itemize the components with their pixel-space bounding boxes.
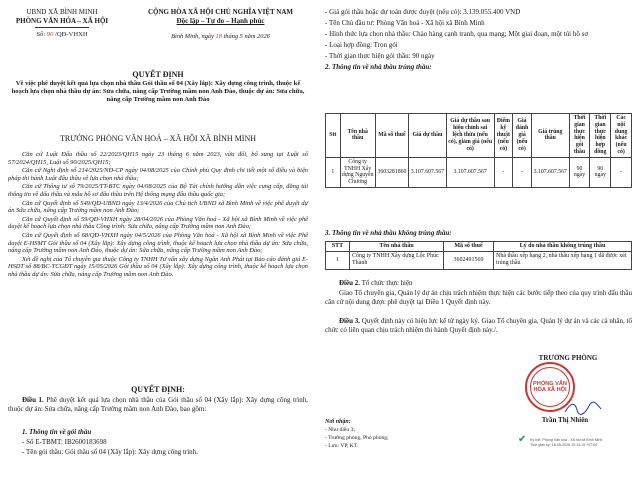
digital-signature-info — [518, 434, 630, 447]
cell: - — [611, 157, 632, 187]
article-3 — [325, 317, 632, 335]
doc-number-prefix: Số: — [36, 31, 47, 38]
right-column — [325, 8, 633, 449]
cell: 3603281860 — [375, 157, 408, 187]
basis-item: Xét đề nghị của Tổ chuyên gia thuộc Công ty TNHH Tư vấn xây dựng Ngân Anh Phát tại Báo cáo đánh giá E-HSDT số 88/BC-TCGĐT ngày 15/05/2026 Gói thầu số 04 (Xây lắp): Xây dựng công trình, thuộc kế hoạch lựa chọn nhà thầu dự án: Sửa chữa, nâng cấp Trường mầm non Anh Đào. — [8, 255, 308, 278]
checkmark-icon: ✔ — [518, 434, 527, 445]
recipient-item: - Trưởng phòng, Phó phòng; — [325, 435, 389, 441]
recipients-title: Nơi nhận: — [325, 419, 351, 425]
handwritten-signature — [563, 400, 603, 416]
recipient-item: - Lưu: VP, KT. — [325, 443, 359, 449]
issue-date — [128, 32, 313, 41]
agency-parent: UBND XÃ BÌNH MINH — [26, 8, 98, 16]
signer-name: Trần Thị Nhiên — [541, 416, 589, 424]
issuing-agency — [8, 8, 116, 39]
doc-number-suffix: /QĐ-VHXH — [53, 31, 88, 38]
package-estimate: - Giá gói thầu hoặc dự toán được duyệt (nếu có): 3.139.055.400 VND — [325, 8, 521, 16]
cell: 3602491569 — [444, 252, 494, 269]
cell: Công ty TNHH Xây dựng Nguyễn Chương — [340, 157, 375, 187]
investor-name: - Tên Chủ đầu tư: Phòng Văn hoá - Xã hội xã Bình Minh — [325, 19, 485, 27]
date-day: 18 — [215, 33, 222, 40]
decision-title: QUYẾT ĐỊNH — [132, 70, 184, 79]
authority-title: TRƯỞNG PHÒNG VĂN HOÁ – XÃ HỘI XÃ BÌNH MINH — [59, 134, 257, 143]
table-header-row — [326, 114, 632, 158]
col-header: Tên nhà thầu — [350, 242, 444, 252]
basis-item: Căn cứ Quyết định số 59/QĐ-VHXH ngày 28/04/2026 của Phòng Văn hoá - Xã hội xã Bình Minh về việc phê duyệt kế hoạch lựa chọn nhà thầu Công trình: Sửa chữa, nâng cấp Trường mầm non Anh Đào; — [8, 215, 308, 231]
cell: Nhà thầu xếp hạng 2, nhà thầu xếp hạng 1 đã được xét trúng thầu — [494, 252, 632, 269]
cell: - — [513, 157, 532, 187]
article-1-label: Điều 1. — [22, 396, 44, 404]
basis-item: Căn cứ Nghị định số 214/2025/NĐ-CP ngày 04/08/2025 của Chính phủ Quy định chi tiết một số điều và biện pháp thi hành Luật đấu thầu về lựa chọn nhà thầu; — [8, 167, 308, 182]
article-2-body: Giao Tổ chuyên gia, Quản lý dự án chịu trách nhiệm thực hiện các bước tiếp theo của quy trình đấu thầu căn cứ nội dung được phê duyệt tại Điều 1 Quyết định này. — [325, 289, 632, 306]
basis-item: Căn cứ Quyết định số 549/QĐ-UBND ngày 13/4/2026 của Chủ tịch UBND xã Bình Minh về việc phê duyệt dự án Sửa chữa, nâng cấp Trường mầm non Anh Đào; — [8, 199, 308, 215]
col-header: Giá trúng thầu — [531, 114, 569, 158]
national-motto: Độc lập – Tự do – Hạnh phúc — [176, 17, 265, 25]
col-header: Stt — [326, 114, 341, 158]
article-3-label: Điều 3. — [339, 317, 361, 325]
date-suffix: tháng 5 năm 2026 — [221, 33, 270, 40]
basis-item: Căn cứ Thông tư số 79/2025/TT-BTC ngày 04/08/2025 của Bộ Tài chính hướng dẫn việc cung cấp, đăng tải thông tin về đấu thầu và mẫu hồ sơ đấu thầu trên Hệ thống mạng đấu thầu quốc gia; — [8, 183, 308, 198]
article-3-text: Quyết định này có hiệu lực kể từ ngày ký. Giao Tổ chuyên gia, Quản lý dự án và các cá nhân, tổ chức có liên quan chịu trách nhiệm thi hành Quyết định này./. — [325, 317, 632, 334]
agency-name: PHÒNG VĂN HÓA – XÃ HỘI — [15, 17, 109, 25]
etbmt-number: - Số E-TBMT: IB2600183698 — [22, 438, 107, 446]
col-header: Lý do nhà thầu không trúng thầu — [494, 242, 632, 252]
cell: 1 — [326, 157, 341, 187]
legal-bases — [8, 151, 308, 280]
decide-heading: QUYẾT ĐỊNH: — [131, 385, 185, 394]
cell: Công ty TNHH Xây dựng Lộc Phúc Thành — [350, 252, 444, 269]
agency-underline — [35, 27, 89, 28]
table-row — [326, 252, 632, 269]
article-2-label: Điều 2. — [339, 279, 360, 287]
cell: 90 ngày — [590, 157, 611, 187]
selection-form: - Hình thức lựa chọn nhà thầu: Chào hàng cạnh tranh, qua mạng; Một giai đoạn, một túi hồ sơ — [325, 30, 589, 38]
signer-block — [513, 354, 623, 362]
basis-item: Căn cứ Luật Đấu thầu số 22/2023/QH15 ngày 23 tháng 6 năm 2023, vừa đổi, bổ sung tại Luật số 57/2024/QH15, Luật số 90/2025/QH15; — [8, 151, 308, 166]
col-header: Các nội dung khác (nếu có) — [611, 114, 632, 158]
date-prefix: Bình Minh, ngày — [171, 33, 216, 40]
article-1-text: Phê duyệt kết quả lựa chọn nhà thầu của Gói thầu số 04 (Xây lắp): Xây dựng công trình, thuộc dự án: Sửa chữa, nâng cấp Trường mầm non Anh Đào, bao gồm: — [8, 396, 308, 413]
table-header-row — [326, 242, 632, 252]
col-header: Tên nhà thầu — [340, 114, 375, 158]
col-header: Mã số thuế — [375, 114, 408, 158]
signer-role: TRƯỞNG PHÒNG — [538, 354, 598, 362]
digital-signer: Ký bởi: Phòng Văn hóa - Xã hội xã Bình Minh — [530, 438, 603, 442]
nation-name: CỘNG HÒA XÃ HỘI CHỦ NGHĨA VIỆT NAM — [147, 8, 293, 16]
decision-subject: Về việc phê duyệt kết quả lựa chọn nhà thầu Gói thầu số 04 (Xây lắp): Xây dựng công trình, thuộc kế hoạch lựa chọn nhà thầu dự án: Sửa chữa, nâng cấp Trường mầm non Anh Đào, thuộc dự án: Sửa chữa, nâng cấp Trường mầm non Anh Đào — [11, 80, 305, 104]
article-2 — [325, 279, 632, 288]
digital-sign-time: Thời gian ký: 18-05-2026 10:14:19 +07:00 — [530, 442, 598, 447]
winning-bidder-table — [325, 113, 632, 188]
cell: 3.107.607.567 — [409, 157, 447, 187]
contract-type: - Loại hợp đồng: Trọn gói — [325, 41, 398, 49]
stamp-text: PHÒNG VĂN HÓA XÃ HỘI — [530, 367, 570, 407]
col-header: Thời gian thực hiện gói thầu — [569, 114, 590, 158]
article-2-text: Tổ chức thực hiện — [360, 279, 413, 287]
col-header: Giá dự thầu — [409, 114, 447, 158]
article-1 — [8, 396, 308, 414]
losing-bidder-table — [325, 241, 632, 270]
col-header: Mã số thuế — [444, 242, 494, 252]
col-header: STT — [326, 242, 350, 252]
national-heading — [128, 8, 313, 41]
cell: 3.107.607.567 — [446, 157, 494, 187]
recipients — [325, 418, 445, 450]
winning-bidder-heading: 2. Thông tin về nhà thầu trúng thầu: — [325, 63, 432, 71]
cell: 1 — [326, 252, 350, 269]
col-header: Giá đánh giá (nếu có) — [513, 114, 532, 158]
doc-number-value: 90 — [46, 31, 54, 38]
cell: 3.107.607.567 — [531, 157, 569, 187]
cell: 90 ngày — [569, 157, 590, 187]
document-number — [8, 30, 116, 39]
cell: - — [494, 157, 513, 187]
col-header: Điểm kỹ thuật (nếu có) — [494, 114, 513, 158]
package-duration: - Thời gian thực hiện gói thầu: 90 ngày — [325, 52, 435, 60]
table-row — [326, 157, 632, 187]
losing-bidder-heading: 3. Thông tin về nhà thầu không trúng thầu: — [325, 229, 452, 237]
package-info-heading: 1. Thông tin về gói thầu — [22, 428, 92, 436]
recipient-item: - Như điều 3; — [325, 427, 355, 433]
package-name: - Tên gói thầu: Gói thầu số 04 (Xây lắp): Xây dựng công trình. — [22, 448, 198, 456]
col-header: Thời gian thực hiện hợp đồng — [590, 114, 611, 158]
col-header: Giá dự thầu sau hiệu chỉnh sai lệch thừa (nếu có), giảm giá (nếu có) — [446, 114, 494, 158]
basis-item: Căn cứ Quyết định số 68/QĐ-VHXH ngày 04/5/2026 của Phòng Văn hoá - Xã hội xã Bình Minh về việc Phê duyệt E-HSMT Gói thầu số 04 (Xây lắp): Xây dựng công trình, thuộc kế hoạch lựa chọn nhà thầu dự án: Sửa chữa, nâng cấp Trường mầm non Anh Đào, thuộc dự án: Sửa chữa, nâng cấp Trường mầm non Anh Đào; — [8, 231, 308, 255]
